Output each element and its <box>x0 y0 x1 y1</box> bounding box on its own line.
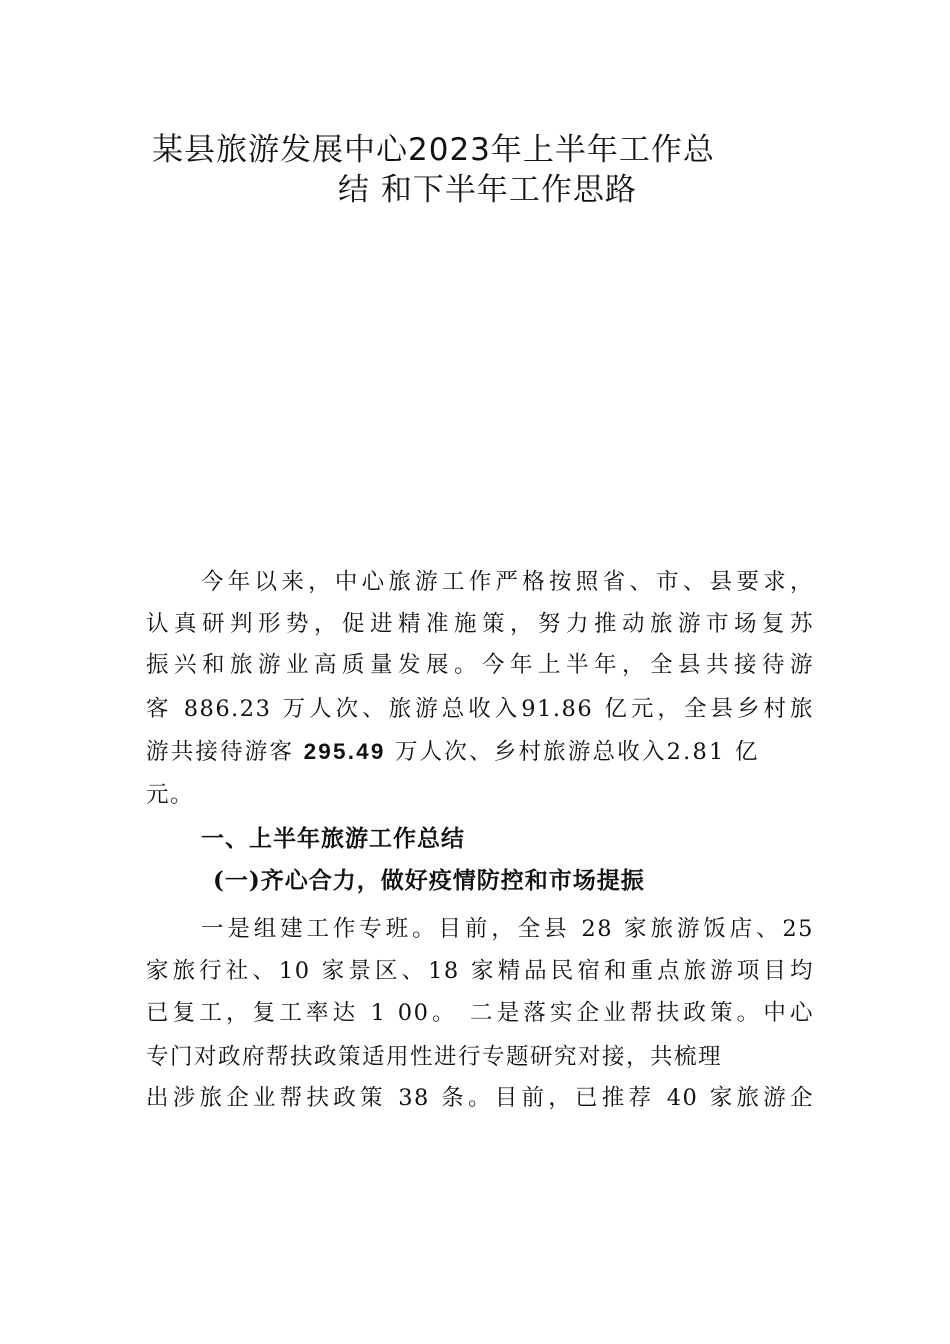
intro-line-6: 元。 <box>146 782 195 808</box>
intro-line-3: 振兴和旅游业高质量发展。今年上半年，全县共接待游 <box>146 652 814 678</box>
intro-line-4: 客 886.23 万人次、旅游总收入91.86 亿元，全县乡村旅 <box>146 696 814 722</box>
intro-line-5-part-a: 游共接待游客 <box>146 739 304 765</box>
para2-line-5: 出涉旅企业帮扶政策 38 条。目前，已推荐 40 家旅游企 <box>146 1085 814 1111</box>
para2-line-3: 已复工，复工率达 1 00。 二是落实企业帮扶政策。中心 <box>146 1000 814 1026</box>
intro-line-5 <box>146 737 814 767</box>
document-title-line-1: 某县旅游发展中心2023年上半年工作总 <box>152 132 715 168</box>
intro-line-5-part-c: 万人次、乡村旅游总收入2.81 亿 <box>385 739 760 765</box>
para2-line-4: 专门对政府帮扶政策适用性进行专题研究对接，共梳理 <box>146 1044 723 1070</box>
section-heading: 一、上半年旅游工作总结 <box>201 825 465 852</box>
para2-line-1: 一是组建工作专班。目前，全县 28 家旅游饭店、25 <box>201 916 814 942</box>
para2-line-2: 家旅行社、10 家景区、18 家精品民宿和重点旅游项目均 <box>146 958 814 984</box>
rural-visitors-figure: 295.49 <box>303 739 386 764</box>
intro-line-2: 认真研判形势，促进精准施策，努力推动旅游市场复苏 <box>146 611 814 637</box>
subsection-heading: (一)齐心合力，做好疫情防控和市场提振 <box>213 867 645 894</box>
intro-line-1: 今年以来，中心旅游工作严格按照省、市、县要求， <box>201 569 814 595</box>
document-title-line-2: 结 和下半年工作思路 <box>338 172 637 208</box>
